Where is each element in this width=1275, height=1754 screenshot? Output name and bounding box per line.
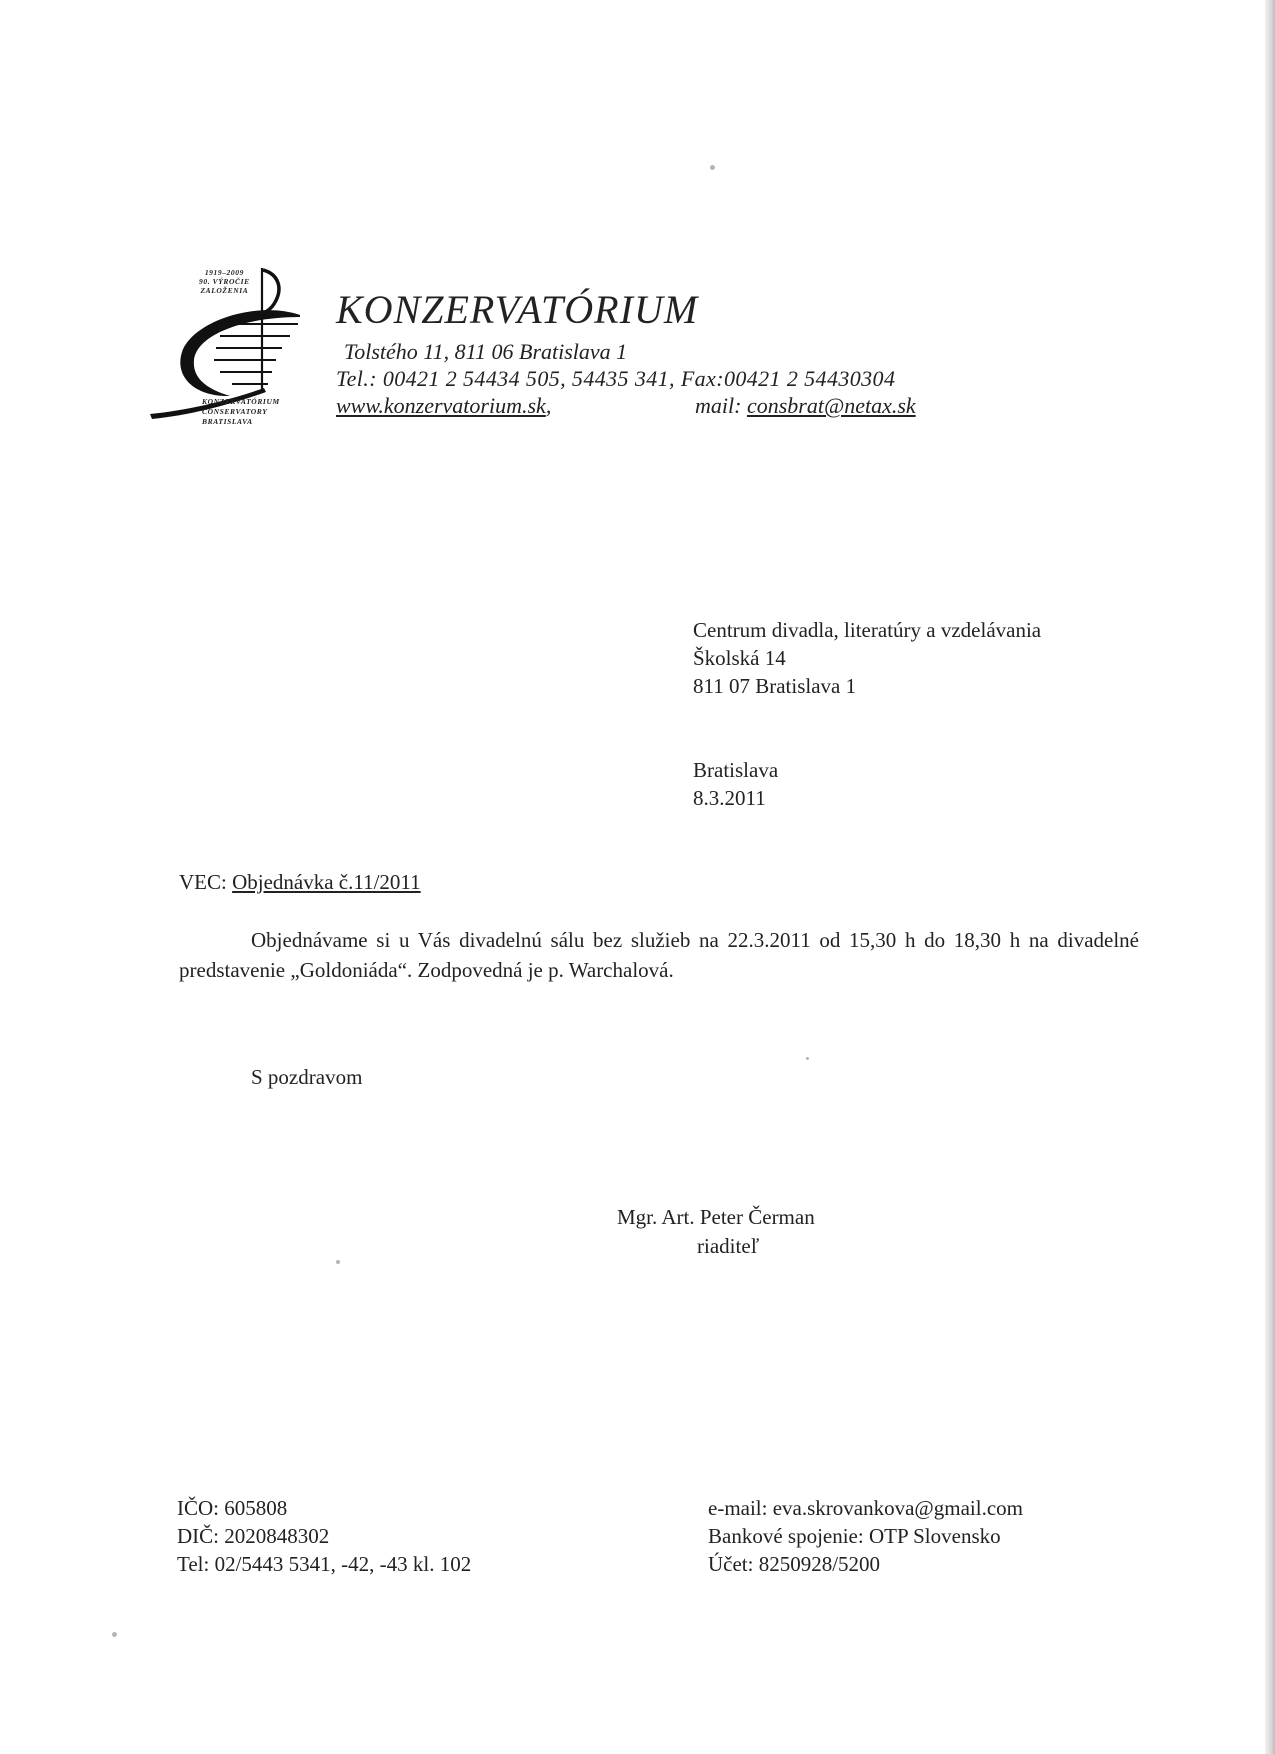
subject-label: VEC:	[179, 870, 233, 894]
letter-date: 8.3.2011	[693, 786, 766, 810]
anniversary-years: 1919–2009	[204, 268, 244, 277]
logo-caption	[202, 397, 280, 427]
mail-label: mail:	[695, 393, 747, 418]
mail-link[interactable]: consbrat@netax.sk	[746, 393, 916, 418]
footer-ico: IČO: 605808	[177, 1496, 288, 1520]
recipient-city: 811 07 Bratislava 1	[693, 674, 857, 698]
recipient-street: Školská 14	[693, 646, 786, 670]
logo-caption-line: BRATISLAVA	[202, 417, 253, 426]
conservatory-logo	[150, 262, 310, 447]
organization-name: KONZERVATÓRIUM	[336, 287, 699, 332]
page-edge-shadow	[1265, 0, 1275, 1754]
subject-text: Objednávka č.11/2011	[232, 870, 421, 894]
organization-phone-fax: Tel.: 00421 2 54434 505, 54435 341, Fax:00421 2 54430304	[336, 366, 896, 391]
organization-website	[336, 393, 551, 419]
footer-email: e-mail: eva.skrovankova@gmail.com	[708, 1496, 1023, 1520]
footer-phone: Tel: 02/5443 5341, -42, -43 kl. 102	[177, 1552, 472, 1576]
scan-speck	[336, 1260, 340, 1264]
scan-speck	[112, 1632, 117, 1637]
footer-contact-bank	[708, 1494, 1023, 1578]
logo-caption-line: KONZERVATÓRIUM	[202, 397, 280, 406]
website-link[interactable]: www.konzervatorium.sk	[336, 393, 546, 418]
signer-name: Mgr. Art. Peter Čerman	[617, 1205, 815, 1229]
letter-greeting: S pozdravom	[251, 1065, 363, 1089]
website-suffix: ,	[545, 393, 552, 418]
letter-subject	[179, 868, 421, 896]
recipient-name: Centrum divadla, literatúry a vzdelávania	[693, 618, 1042, 642]
place-and-date	[693, 756, 778, 812]
footer-company-ids	[177, 1494, 471, 1578]
organization-mail	[695, 393, 916, 419]
signer-role: riaditeľ	[697, 1234, 760, 1258]
letter-body-paragraph: Objednávame si u Vás divadelnú sálu bez služieb na 22.3.2011 od 15,30 h do 18,30 h na divadelné predstavenie „Goldoniáda“. Zodpovedná je p. Warchalová.	[179, 928, 1139, 982]
scan-speck	[806, 1057, 809, 1060]
anniversary-label: 90. VÝROČIE	[199, 277, 250, 286]
footer-dic: DIČ: 2020848302	[177, 1524, 330, 1548]
scan-speck	[710, 165, 715, 170]
organization-address: Tolstého 11, 811 06 Bratislava 1	[344, 339, 628, 364]
recipient-address	[693, 616, 1041, 700]
footer-bank: Bankové spojenie: OTP Slovensko	[708, 1524, 1001, 1548]
anniversary-sublabel: ZALOŽENIA	[200, 286, 249, 295]
letter-place: Bratislava	[693, 758, 779, 782]
anniversary-text	[199, 268, 250, 295]
footer-account: Účet: 8250928/5200	[708, 1552, 881, 1576]
logo-caption-line: CONSERVATORY	[202, 407, 268, 416]
